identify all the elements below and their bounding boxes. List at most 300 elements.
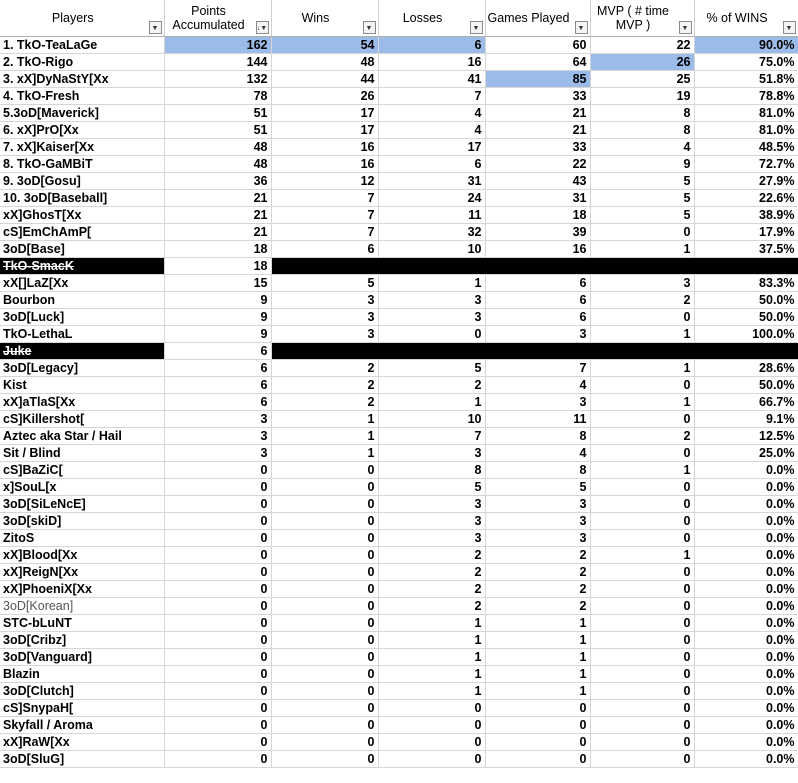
losses-cell[interactable]: 4 [378,105,485,122]
losses-cell[interactable]: 17 [378,139,485,156]
pct-cell[interactable]: 27.9% [694,173,798,190]
mvp-cell[interactable]: 3 [590,275,694,292]
games-cell[interactable]: 4 [485,445,590,462]
games-cell[interactable]: 1 [485,632,590,649]
points-cell[interactable]: 3 [164,428,271,445]
player-cell[interactable]: 1. TkO-TeaLaGe [0,37,164,54]
wins-cell[interactable]: 44 [271,71,378,88]
mvp-cell[interactable]: 0 [590,751,694,768]
pct-cell[interactable]: 72.7% [694,156,798,173]
player-cell[interactable]: cS]Killershot[ [0,411,164,428]
games-cell[interactable]: 6 [485,309,590,326]
pct-cell[interactable]: 0.0% [694,462,798,479]
player-cell[interactable]: 5.3oD[Maverick] [0,105,164,122]
games-cell[interactable]: 11 [485,411,590,428]
wins-cell[interactable]: 0 [271,462,378,479]
mvp-cell[interactable]: 26 [590,54,694,71]
points-cell[interactable]: 0 [164,683,271,700]
mvp-cell[interactable]: 2 [590,292,694,309]
points-cell[interactable]: 0 [164,462,271,479]
player-cell[interactable]: cS]SnypaH[ [0,700,164,717]
wins-cell[interactable]: 0 [271,615,378,632]
points-cell[interactable]: 36 [164,173,271,190]
player-cell[interactable]: xX]Blood[Xx [0,547,164,564]
wins-cell[interactable]: 0 [271,666,378,683]
mvp-cell[interactable]: 0 [590,632,694,649]
losses-cell[interactable]: 2 [378,564,485,581]
wins-cell[interactable]: 2 [271,377,378,394]
mvp-cell[interactable]: 0 [590,581,694,598]
header-losses[interactable]: Losses ▼ [378,0,485,37]
games-cell[interactable]: 0 [485,751,590,768]
wins-cell[interactable]: 0 [271,581,378,598]
wins-cell[interactable]: 0 [271,530,378,547]
wins-cell[interactable]: 7 [271,207,378,224]
filter-dropdown-icon[interactable]: ▼ [149,21,162,34]
pct-cell[interactable]: 0.0% [694,751,798,768]
mvp-cell[interactable]: 2 [590,428,694,445]
pct-cell[interactable]: 78.8% [694,88,798,105]
wins-cell[interactable]: 7 [271,190,378,207]
mvp-cell[interactable]: 0 [590,666,694,683]
filter-dropdown-icon[interactable]: ▼ [783,21,796,34]
pct-cell[interactable]: 22.6% [694,190,798,207]
points-cell[interactable]: 21 [164,224,271,241]
player-cell[interactable]: 3oD[Cribz] [0,632,164,649]
games-cell[interactable]: 1 [485,615,590,632]
losses-cell[interactable]: 3 [378,309,485,326]
mvp-cell[interactable]: 9 [590,156,694,173]
points-cell[interactable]: 0 [164,513,271,530]
mvp-cell[interactable]: 19 [590,88,694,105]
points-cell[interactable]: 9 [164,309,271,326]
games-cell[interactable]: 8 [485,462,590,479]
points-cell[interactable]: 162 [164,37,271,54]
losses-cell[interactable]: 10 [378,241,485,258]
wins-cell[interactable]: 6 [271,241,378,258]
losses-cell[interactable]: 2 [378,581,485,598]
losses-cell[interactable]: 3 [378,513,485,530]
wins-cell[interactable]: 48 [271,54,378,71]
pct-cell[interactable]: 50.0% [694,377,798,394]
games-cell[interactable]: 1 [485,666,590,683]
pct-cell[interactable]: 0.0% [694,666,798,683]
points-cell[interactable]: 0 [164,530,271,547]
losses-cell[interactable]: 1 [378,615,485,632]
losses-cell[interactable]: 31 [378,173,485,190]
wins-cell[interactable]: 0 [271,513,378,530]
wins-cell[interactable]: 17 [271,122,378,139]
player-cell[interactable]: xX]ReigN[Xx [0,564,164,581]
pct-cell[interactable]: 51.8% [694,71,798,88]
games-cell[interactable]: 39 [485,224,590,241]
losses-cell[interactable]: 1 [378,394,485,411]
pct-cell[interactable]: 0.0% [694,734,798,751]
games-cell[interactable]: 43 [485,173,590,190]
sort-descending-filter-icon[interactable]: ↓▼ [256,21,269,34]
pct-cell[interactable]: 0.0% [694,564,798,581]
points-cell[interactable]: 9 [164,326,271,343]
pct-cell[interactable]: 0.0% [694,700,798,717]
losses-cell[interactable]: 2 [378,598,485,615]
games-cell[interactable]: 8 [485,428,590,445]
points-cell[interactable]: 0 [164,479,271,496]
games-cell[interactable]: 0 [485,717,590,734]
mvp-cell[interactable]: 0 [590,649,694,666]
mvp-cell[interactable]: 8 [590,122,694,139]
player-cell[interactable]: TkO-SmacK [0,258,164,275]
pct-cell[interactable]: 48.5% [694,139,798,156]
pct-cell[interactable]: 0.0% [694,683,798,700]
mvp-cell[interactable]: 22 [590,37,694,54]
games-cell[interactable]: 2 [485,564,590,581]
games-cell[interactable]: 6 [485,275,590,292]
filter-dropdown-icon[interactable]: ▼ [679,21,692,34]
wins-cell[interactable]: 3 [271,292,378,309]
points-cell[interactable]: 48 [164,156,271,173]
losses-cell[interactable]: 3 [378,445,485,462]
mvp-cell[interactable]: 0 [590,411,694,428]
mvp-cell[interactable]: 5 [590,173,694,190]
wins-cell[interactable]: 5 [271,275,378,292]
points-cell[interactable]: 0 [164,751,271,768]
header-games-played[interactable]: Games Played ▼ [485,0,590,37]
losses-cell[interactable]: 1 [378,275,485,292]
player-cell[interactable]: 10. 3oD[Baseball] [0,190,164,207]
pct-cell[interactable]: 0.0% [694,717,798,734]
header-wins[interactable]: Wins ▼ [271,0,378,37]
pct-cell[interactable]: 50.0% [694,292,798,309]
player-cell[interactable]: x]SouL[x [0,479,164,496]
losses-cell[interactable]: 41 [378,71,485,88]
player-cell[interactable]: 3oD[Luck] [0,309,164,326]
player-cell[interactable]: cS]BaZiC[ [0,462,164,479]
player-cell[interactable]: 3oD[SiLeNcE] [0,496,164,513]
games-cell[interactable]: 6 [485,292,590,309]
points-cell[interactable]: 132 [164,71,271,88]
losses-cell[interactable]: 6 [378,156,485,173]
filter-dropdown-icon[interactable]: ▼ [575,21,588,34]
losses-cell[interactable]: 2 [378,547,485,564]
losses-cell[interactable]: 1 [378,683,485,700]
points-cell[interactable]: 6 [164,343,271,360]
games-cell[interactable]: 5 [485,479,590,496]
mvp-cell[interactable]: 0 [590,479,694,496]
mvp-cell[interactable]: 1 [590,326,694,343]
games-cell[interactable]: 3 [485,513,590,530]
pct-cell[interactable]: 0.0% [694,530,798,547]
games-cell[interactable]: 33 [485,139,590,156]
player-cell[interactable]: 3. xX]DyNaStY[Xx [0,71,164,88]
mvp-cell[interactable]: 0 [590,683,694,700]
losses-cell[interactable]: 0 [378,717,485,734]
wins-cell[interactable]: 0 [271,496,378,513]
pct-cell[interactable]: 37.5% [694,241,798,258]
points-cell[interactable]: 18 [164,258,271,275]
losses-cell[interactable]: 3 [378,496,485,513]
mvp-cell[interactable]: 0 [590,700,694,717]
player-cell[interactable]: cS]EmChAmP[ [0,224,164,241]
mvp-cell[interactable]: 4 [590,139,694,156]
losses-cell[interactable]: 32 [378,224,485,241]
player-cell[interactable]: xX]PhoeniX[Xx [0,581,164,598]
points-cell[interactable]: 0 [164,581,271,598]
points-cell[interactable]: 0 [164,564,271,581]
mvp-cell[interactable]: 0 [590,445,694,462]
mvp-cell[interactable]: 1 [590,360,694,377]
pct-cell[interactable]: 66.7% [694,394,798,411]
header-mvp[interactable]: MVP ( # time MVP ) ▼ [590,0,694,37]
points-cell[interactable]: 0 [164,734,271,751]
losses-cell[interactable]: 0 [378,326,485,343]
player-cell[interactable]: Sit / Blind [0,445,164,462]
wins-cell[interactable]: 16 [271,156,378,173]
pct-cell[interactable]: 50.0% [694,309,798,326]
losses-cell[interactable]: 1 [378,666,485,683]
games-cell[interactable]: 4 [485,377,590,394]
games-cell[interactable]: 0 [485,734,590,751]
pct-cell[interactable]: 38.9% [694,207,798,224]
mvp-cell[interactable]: 0 [590,377,694,394]
player-cell[interactable]: 3oD[Base] [0,241,164,258]
wins-cell[interactable]: 3 [271,309,378,326]
pct-cell[interactable]: 0.0% [694,513,798,530]
points-cell[interactable]: 6 [164,360,271,377]
points-cell[interactable]: 0 [164,666,271,683]
pct-cell[interactable]: 28.6% [694,360,798,377]
mvp-cell[interactable]: 0 [590,615,694,632]
games-cell[interactable]: 21 [485,122,590,139]
player-cell[interactable]: Kist [0,377,164,394]
pct-cell[interactable]: 0.0% [694,632,798,649]
points-cell[interactable]: 0 [164,649,271,666]
player-cell[interactable]: Aztec aka Star / Hail [0,428,164,445]
header-players[interactable]: Players ▼ [0,0,164,37]
pct-cell[interactable]: 12.5% [694,428,798,445]
player-cell[interactable]: Bourbon [0,292,164,309]
points-cell[interactable]: 0 [164,615,271,632]
mvp-cell[interactable]: 1 [590,462,694,479]
games-cell[interactable]: 2 [485,547,590,564]
wins-cell[interactable]: 0 [271,564,378,581]
games-cell[interactable]: 1 [485,649,590,666]
filter-dropdown-icon[interactable]: ▼ [363,21,376,34]
losses-cell[interactable]: 16 [378,54,485,71]
mvp-cell[interactable]: 1 [590,547,694,564]
points-cell[interactable]: 3 [164,411,271,428]
header-points[interactable]: Points Accumulated ↓▼ [164,0,271,37]
pct-cell[interactable]: 0.0% [694,547,798,564]
losses-cell[interactable]: 4 [378,122,485,139]
games-cell[interactable]: 22 [485,156,590,173]
header-pct-wins[interactable]: % of WINS ▼ [694,0,798,37]
player-cell[interactable]: xX]RaW[Xx [0,734,164,751]
losses-cell[interactable]: 3 [378,292,485,309]
mvp-cell[interactable]: 0 [590,734,694,751]
points-cell[interactable]: 6 [164,394,271,411]
player-cell[interactable]: 3oD[Clutch] [0,683,164,700]
games-cell[interactable]: 2 [485,598,590,615]
player-cell[interactable]: 2. TkO-Rigo [0,54,164,71]
losses-cell[interactable]: 5 [378,360,485,377]
wins-cell[interactable]: 1 [271,445,378,462]
player-cell[interactable]: 4. TkO-Fresh [0,88,164,105]
points-cell[interactable]: 15 [164,275,271,292]
player-cell[interactable]: xX]GhosT[Xx [0,207,164,224]
losses-cell[interactable]: 0 [378,700,485,717]
points-cell[interactable]: 0 [164,547,271,564]
games-cell[interactable]: 33 [485,88,590,105]
wins-cell[interactable]: 0 [271,598,378,615]
games-cell[interactable]: 3 [485,326,590,343]
wins-cell[interactable]: 2 [271,360,378,377]
mvp-cell[interactable]: 0 [590,224,694,241]
wins-cell[interactable]: 0 [271,479,378,496]
filter-dropdown-icon[interactable]: ▼ [470,21,483,34]
losses-cell[interactable]: 7 [378,428,485,445]
losses-cell[interactable]: 10 [378,411,485,428]
pct-cell[interactable]: 81.0% [694,122,798,139]
losses-cell[interactable]: 1 [378,649,485,666]
mvp-cell[interactable]: 1 [590,394,694,411]
losses-cell[interactable]: 6 [378,37,485,54]
wins-cell[interactable]: 0 [271,734,378,751]
wins-cell[interactable]: 0 [271,547,378,564]
losses-cell[interactable]: 1 [378,632,485,649]
pct-cell[interactable]: 0.0% [694,479,798,496]
pct-cell[interactable]: 25.0% [694,445,798,462]
points-cell[interactable]: 21 [164,207,271,224]
points-cell[interactable]: 21 [164,190,271,207]
wins-cell[interactable]: 0 [271,683,378,700]
wins-cell[interactable]: 0 [271,751,378,768]
points-cell[interactable]: 3 [164,445,271,462]
wins-cell[interactable]: 1 [271,411,378,428]
mvp-cell[interactable]: 0 [590,513,694,530]
wins-cell[interactable]: 2 [271,394,378,411]
points-cell[interactable]: 9 [164,292,271,309]
pct-cell[interactable]: 83.3% [694,275,798,292]
mvp-cell[interactable]: 0 [590,309,694,326]
losses-cell[interactable]: 3 [378,530,485,547]
mvp-cell[interactable]: 1 [590,241,694,258]
pct-cell[interactable]: 0.0% [694,649,798,666]
losses-cell[interactable]: 2 [378,377,485,394]
pct-cell[interactable]: 17.9% [694,224,798,241]
mvp-cell[interactable]: 5 [590,190,694,207]
points-cell[interactable]: 18 [164,241,271,258]
points-cell[interactable]: 6 [164,377,271,394]
pct-cell[interactable]: 0.0% [694,598,798,615]
losses-cell[interactable]: 5 [378,479,485,496]
pct-cell[interactable]: 9.1% [694,411,798,428]
player-cell[interactable]: 3oD[Vanguard] [0,649,164,666]
mvp-cell[interactable]: 0 [590,598,694,615]
mvp-cell[interactable]: 8 [590,105,694,122]
wins-cell[interactable]: 26 [271,88,378,105]
player-cell[interactable]: xX]aTlaS[Xx [0,394,164,411]
wins-cell[interactable]: 54 [271,37,378,54]
player-cell[interactable]: Skyfall / Aroma [0,717,164,734]
pct-cell[interactable]: 0.0% [694,496,798,513]
points-cell[interactable]: 48 [164,139,271,156]
games-cell[interactable]: 64 [485,54,590,71]
mvp-cell[interactable]: 0 [590,530,694,547]
player-cell[interactable]: 9. 3oD[Gosu] [0,173,164,190]
mvp-cell[interactable]: 0 [590,717,694,734]
player-cell[interactable]: 7. xX]Kaiser[Xx [0,139,164,156]
player-cell[interactable]: 3oD[Legacy] [0,360,164,377]
player-cell[interactable]: Blazin [0,666,164,683]
losses-cell[interactable]: 8 [378,462,485,479]
player-cell[interactable]: ZitoS [0,530,164,547]
points-cell[interactable]: 0 [164,632,271,649]
points-cell[interactable]: 0 [164,717,271,734]
points-cell[interactable]: 0 [164,598,271,615]
pct-cell[interactable]: 81.0% [694,105,798,122]
pct-cell[interactable]: 75.0% [694,54,798,71]
points-cell[interactable]: 144 [164,54,271,71]
wins-cell[interactable]: 17 [271,105,378,122]
games-cell[interactable]: 3 [485,394,590,411]
pct-cell[interactable]: 0.0% [694,615,798,632]
games-cell[interactable]: 21 [485,105,590,122]
wins-cell[interactable]: 12 [271,173,378,190]
player-cell[interactable]: xX[]LaZ[Xx [0,275,164,292]
mvp-cell[interactable]: 25 [590,71,694,88]
games-cell[interactable]: 60 [485,37,590,54]
games-cell[interactable]: 3 [485,496,590,513]
losses-cell[interactable]: 7 [378,88,485,105]
player-cell[interactable]: 3oD[SluG] [0,751,164,768]
mvp-cell[interactable]: 5 [590,207,694,224]
wins-cell[interactable]: 0 [271,717,378,734]
wins-cell[interactable]: 7 [271,224,378,241]
points-cell[interactable]: 51 [164,105,271,122]
player-cell[interactable]: 3oD[skiD] [0,513,164,530]
pct-cell[interactable]: 90.0% [694,37,798,54]
wins-cell[interactable]: 3 [271,326,378,343]
wins-cell[interactable]: 0 [271,700,378,717]
losses-cell[interactable]: 24 [378,190,485,207]
mvp-cell[interactable]: 0 [590,496,694,513]
points-cell[interactable]: 0 [164,700,271,717]
games-cell[interactable]: 85 [485,71,590,88]
player-cell[interactable]: 3oD[Korean] [0,598,164,615]
player-cell[interactable]: TkO-LethaL [0,326,164,343]
points-cell[interactable]: 51 [164,122,271,139]
player-cell[interactable]: 8. TkO-GaMBiT [0,156,164,173]
games-cell[interactable]: 2 [485,581,590,598]
games-cell[interactable]: 31 [485,190,590,207]
points-cell[interactable]: 78 [164,88,271,105]
player-cell[interactable]: 6. xX]PrO[Xx [0,122,164,139]
pct-cell[interactable]: 100.0% [694,326,798,343]
player-cell[interactable]: Juke [0,343,164,360]
mvp-cell[interactable]: 0 [590,564,694,581]
games-cell[interactable]: 7 [485,360,590,377]
wins-cell[interactable]: 0 [271,632,378,649]
wins-cell[interactable]: 16 [271,139,378,156]
games-cell[interactable]: 16 [485,241,590,258]
games-cell[interactable]: 0 [485,700,590,717]
wins-cell[interactable]: 0 [271,649,378,666]
losses-cell[interactable]: 11 [378,207,485,224]
games-cell[interactable]: 18 [485,207,590,224]
losses-cell[interactable]: 0 [378,751,485,768]
pct-cell[interactable]: 0.0% [694,581,798,598]
games-cell[interactable]: 3 [485,530,590,547]
